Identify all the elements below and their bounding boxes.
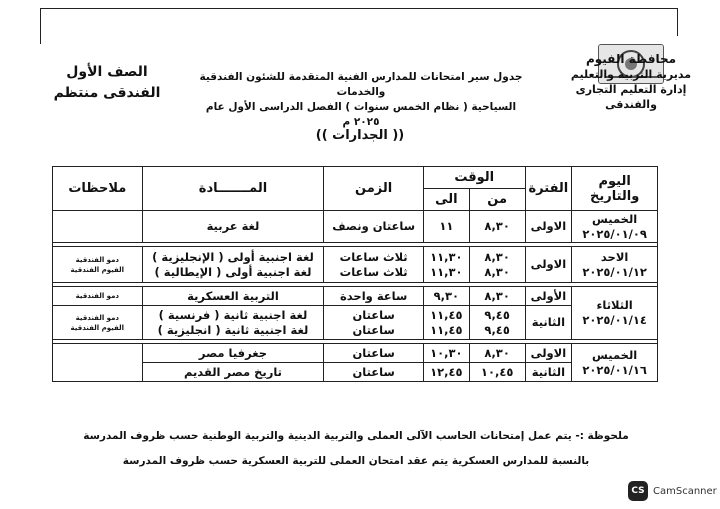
governorate-name: محافظة الفيوم	[585, 52, 677, 66]
from-cell: ٩,٤٥ ٩,٤٥	[469, 306, 525, 340]
day-date-cell: الاحد ٢٠٢٥/٠١/١٢	[572, 247, 658, 283]
subject-cell: جغرفيا مصر	[142, 344, 324, 363]
notes-cell: دمو الفندقية الفيوم الفندقية	[53, 306, 143, 340]
to-cell: ١١,٣٠ ١١,٣٠	[423, 247, 469, 283]
subject-cell: التربية العسكرية	[142, 287, 324, 306]
header-to: الى	[423, 189, 469, 211]
header-day: اليوم والتاريخ	[572, 167, 658, 211]
camscanner-icon: CS	[628, 481, 648, 501]
document-title	[196, 70, 526, 130]
to-cell: ١٠,٣٠	[423, 344, 469, 363]
period-cell: الاولى	[525, 211, 572, 243]
from-cell: ١٠,٤٥	[469, 363, 525, 382]
table-row	[53, 363, 658, 382]
left-border	[40, 8, 41, 44]
subject-cell: لغة اجنبية أولى ( الإنجليزية ) لغة اجنبية أولى ( الإيطالية )	[142, 247, 324, 283]
header-duration: الزمن	[324, 167, 424, 211]
title-line-1: جدول سير امتحانات للمدارس الفنية المتقدمة للشئون الفندقية والخدمات	[199, 71, 523, 98]
title-line-2: السياحية ( نظام الخمس سنوات ) الفصل الدراسى الأول عام ٢٠٢٥ م	[205, 101, 517, 128]
duration-cell: ساعتان	[324, 344, 424, 363]
right-border	[677, 8, 678, 36]
table-row	[53, 247, 658, 283]
notes-cell	[53, 211, 143, 243]
period-cell: الثانية	[525, 363, 572, 382]
directorate-name: مديرية التربية والتعليم	[570, 68, 692, 81]
period-cell: الثانية	[525, 306, 572, 340]
table-row	[53, 344, 658, 363]
header-subject: المـــــــادة	[142, 167, 324, 211]
camscanner-label: CamScanner	[653, 485, 717, 497]
to-cell: ١٢,٤٥	[423, 363, 469, 382]
exam-schedule-table	[52, 166, 658, 382]
notes-cell: دمو الفندقية	[53, 287, 143, 306]
duration-cell: ساعتان	[324, 363, 424, 382]
note-line-2: بالنسبة للمدارس العسكرية يتم عقد امتحان العملى للتربية العسكرية حسب ظروف المدرسة	[122, 455, 590, 467]
duration-cell: ساعتان ونصف	[324, 211, 424, 243]
to-cell: ١١,٤٥ ١١,٤٥	[423, 306, 469, 340]
note-line-1: ملحوظة :- يتم عمل إمتحانات الحاسب الآلى العملى والتربية الدينية والتربية الوطنية حسب ظروف المدرسة	[83, 430, 629, 442]
period-cell: الاولى	[525, 247, 572, 283]
day-date-cell: الخميس ٢٠٢٥/٠١/٠٩	[572, 211, 658, 243]
from-cell: ٨,٣٠	[469, 211, 525, 243]
administration-name: إدارة التعليم التجارى والفندقى	[575, 83, 687, 111]
top-border	[40, 8, 678, 9]
header-time: الوقت	[423, 167, 525, 189]
header-from: من	[469, 189, 525, 211]
camscanner-watermark	[628, 480, 717, 502]
to-cell: ١١	[423, 211, 469, 243]
duration-cell: ساعة واحدة	[324, 287, 424, 306]
grade-block	[42, 62, 172, 104]
track-label: الفندقى منتظم	[53, 85, 161, 101]
period-cell: الاولى	[525, 344, 572, 363]
period-cell: الأولى	[525, 287, 572, 306]
header-period: الفترة	[525, 167, 572, 211]
duration-cell: ساعتان ساعتان	[324, 306, 424, 340]
notes-cell	[53, 344, 143, 382]
duration-cell: ثلاث ساعات ثلاث ساعات	[324, 247, 424, 283]
from-cell: ٨,٣٠	[469, 287, 525, 306]
issuer-block	[556, 52, 706, 112]
section-title: (( الجدارات ))	[315, 128, 405, 143]
table-row	[53, 211, 658, 243]
day-date-cell: الخميس ٢٠٢٥/٠١/١٦	[572, 344, 658, 382]
subject-cell: لغة عربية	[142, 211, 324, 243]
from-cell: ٨,٣٠	[469, 344, 525, 363]
header-notes: ملاحظات	[53, 167, 143, 211]
from-cell: ٨,٣٠ ٨,٣٠	[469, 247, 525, 283]
grade-label: الصف الأول	[66, 64, 148, 80]
table-row	[53, 306, 658, 340]
subject-cell: لغة اجنبية ثانية ( فرنسية ) لغة اجنبية ثانية ( انجليزية )	[142, 306, 324, 340]
to-cell: ٩,٣٠	[423, 287, 469, 306]
notes-cell: دمو الفندقية الفيوم الفندقية	[53, 247, 143, 283]
table-row	[53, 287, 658, 306]
subject-cell: تاريخ مصر القديم	[142, 363, 324, 382]
day-date-cell: الثلاثاء ٢٠٢٥/٠١/١٤	[572, 287, 658, 340]
